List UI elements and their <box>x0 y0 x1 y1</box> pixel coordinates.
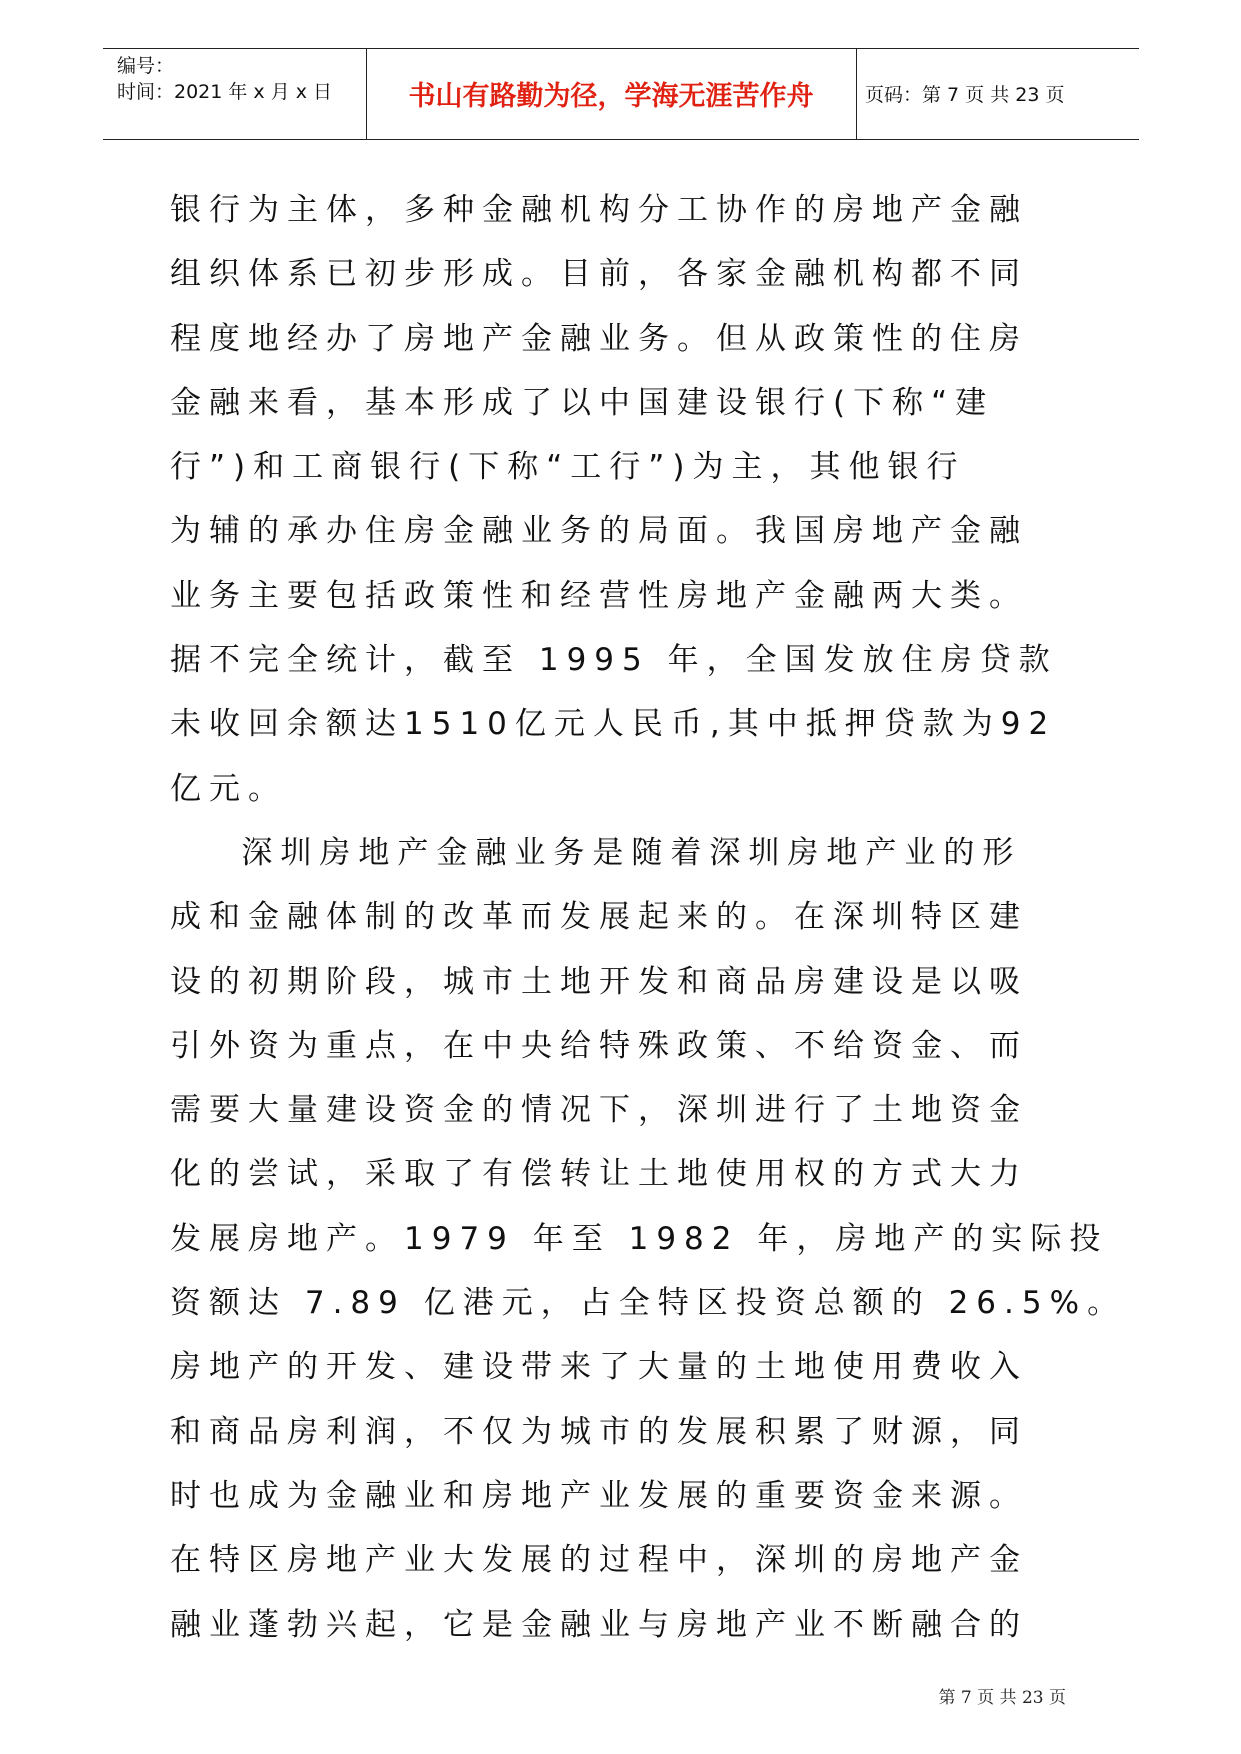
text-line: 化的尝试，采取了有偿转让土地使用权的方式大力 <box>170 1156 1028 1193</box>
text-line: 发展房地产。1979 年至 1982 年，房地产的实际投 <box>170 1220 1109 1257</box>
text-line: 时也成为金融业和房地产业发展的重要资金来源。 <box>170 1477 1028 1514</box>
text-line: 组织体系已初步形成。目前，各家金融机构都不同 <box>170 256 1028 293</box>
document-number-label: 编号： <box>117 55 175 77</box>
header-page-info: 页码：第 7 页 共 23 页 <box>865 84 1065 106</box>
document-body <box>170 178 1127 1657</box>
text-line: 资额达 7.89 亿港元，占全特区投资总额的 26.5%。 <box>170 1285 1127 1322</box>
text-line: 成和金融体制的改革而发展起来的。在深圳特区建 <box>170 899 1028 936</box>
text-line: 亿元。 <box>170 770 287 807</box>
header-meta <box>117 53 332 105</box>
text-line: 融业蓬勃兴起，它是金融业与房地产业不断融合的 <box>170 1606 1028 1643</box>
text-line: 业务主要包括政策性和经营性房地产金融两大类。 <box>170 577 1028 614</box>
header-motto: 书山有路勤为径，学海无涯苦作舟 <box>408 81 814 112</box>
text-line: 行”)和工商银行(下称“工行”)为主，其他银行 <box>170 449 966 486</box>
document-header <box>103 48 1139 140</box>
text-line: 和商品房利润，不仅为城市的发展积累了财源，同 <box>170 1413 1028 1450</box>
text-line: 设的初期阶段，城市土地开发和商品房建设是以吸 <box>170 963 1028 1000</box>
text-line: 引外资为重点，在中央给特殊政策、不给资金、而 <box>170 1027 1028 1064</box>
text-line: 程度地经办了房地产金融业务。但从政策性的住房 <box>170 320 1028 357</box>
page-footer: 第 7 页 共 23 页 <box>938 1688 1066 1708</box>
text-line: 未收回余额达1510亿元人民币,其中抵押贷款为92 <box>170 706 1057 743</box>
text-line: 在特区房地产业大发展的过程中，深圳的房地产金 <box>170 1542 1028 1579</box>
text-line: 房地产的开发、建设带来了大量的土地使用费收入 <box>170 1349 1028 1386</box>
text-line: 金融来看，基本形成了以中国建设银行(下称“建 <box>170 384 995 421</box>
text-line: 为辅的承办住房金融业务的局面。我国房地产金融 <box>170 513 1028 550</box>
text-line: 深圳房地产金融业务是随着深圳房地产业的形 <box>170 834 1022 871</box>
document-date: 时间：2021 年 x 月 x 日 <box>117 81 333 103</box>
text-line: 需要大量建设资金的情况下，深圳进行了土地资金 <box>170 1092 1028 1129</box>
text-line: 据不完全统计，截至 1995 年，全国发放住房贷款 <box>170 642 1058 679</box>
header-divider <box>856 49 857 139</box>
text-line: 银行为主体，多种金融机构分工协作的房地产金融 <box>170 192 1028 228</box>
